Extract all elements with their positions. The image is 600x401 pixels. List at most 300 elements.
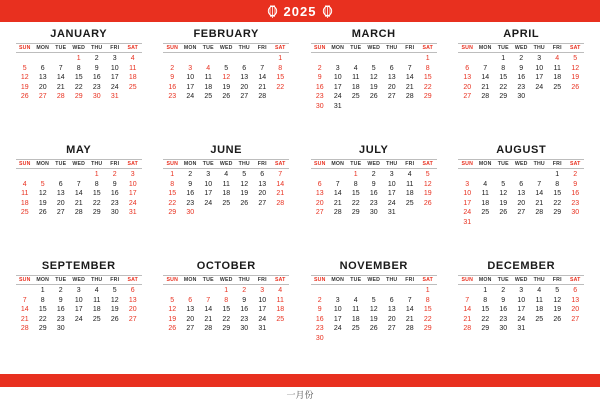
day-cell[interactable]: 26 — [20, 93, 29, 100]
day-cell[interactable]: 21 — [333, 199, 342, 207]
day-cell[interactable]: 11 — [406, 180, 414, 188]
day-cell[interactable]: 7 — [335, 180, 340, 188]
day-cell[interactable]: 25 — [222, 199, 231, 207]
day-cell[interactable]: 26 — [38, 209, 47, 216]
day-cell[interactable]: 28 — [56, 93, 65, 100]
day-cell[interactable]: 14 — [258, 74, 267, 81]
day-cell[interactable]: 12 — [423, 180, 432, 188]
day-cell[interactable]: 16 — [571, 190, 580, 197]
day-cell[interactable]: 14 — [20, 306, 29, 313]
day-cell[interactable]: 7 — [483, 64, 488, 72]
day-cell[interactable]: 19 — [369, 83, 378, 91]
day-cell[interactable]: 24 — [204, 199, 213, 207]
day-cell[interactable]: 28 — [258, 93, 267, 100]
day-cell[interactable]: 10 — [186, 74, 195, 81]
day-cell[interactable]: 18 — [204, 83, 213, 91]
day-cell[interactable]: 20 — [38, 83, 47, 91]
day-cell[interactable]: 15 — [351, 190, 360, 197]
day-cell[interactable]: 30 — [499, 325, 508, 332]
day-cell[interactable]: 19 — [20, 83, 29, 91]
day-cell[interactable]: 10 — [463, 190, 472, 197]
day-cell[interactable]: 11 — [222, 180, 230, 188]
day-cell[interactable]: 27 — [128, 315, 137, 323]
day-cell[interactable]: 31 — [128, 209, 137, 216]
day-cell[interactable]: 5 — [371, 296, 376, 304]
day-cell[interactable]: 15 — [423, 306, 432, 313]
day-cell[interactable]: 3 — [465, 180, 470, 188]
day-cell[interactable]: 13 — [571, 296, 580, 304]
day-cell[interactable]: 12 — [110, 296, 119, 304]
day-cell[interactable]: 7 — [76, 180, 81, 188]
day-cell[interactable]: 28 — [535, 209, 544, 216]
day-cell[interactable]: 13 — [517, 190, 526, 197]
day-cell[interactable]: 29 — [351, 209, 360, 216]
day-cell[interactable]: 3 — [130, 171, 135, 178]
day-cell[interactable]: 31 — [258, 325, 267, 332]
day-cell[interactable]: 1 — [76, 55, 81, 62]
day-cell[interactable]: 14 — [405, 306, 414, 313]
day-cell[interactable]: 5 — [242, 171, 247, 178]
day-cell[interactable]: 18 — [405, 190, 414, 197]
day-cell[interactable]: 17 — [258, 306, 267, 313]
day-cell[interactable]: 23 — [571, 199, 580, 207]
day-cell[interactable]: 5 — [555, 287, 560, 294]
day-cell[interactable]: 15 — [74, 74, 83, 81]
day-cell[interactable]: 8 — [94, 180, 99, 188]
day-cell[interactable]: 15 — [38, 306, 47, 313]
day-cell[interactable]: 17 — [74, 306, 83, 313]
day-cell[interactable]: 24 — [535, 83, 544, 91]
day-cell[interactable]: 14 — [481, 74, 490, 81]
day-cell[interactable]: 16 — [315, 83, 324, 91]
day-cell[interactable]: 6 — [40, 64, 45, 72]
day-cell[interactable]: 15 — [553, 190, 562, 197]
day-cell[interactable]: 10 — [110, 64, 119, 72]
day-cell[interactable]: 3 — [76, 287, 81, 294]
day-cell[interactable]: 2 — [371, 171, 376, 178]
day-cell[interactable]: 24 — [333, 325, 342, 332]
day-cell[interactable]: 29 — [553, 209, 562, 216]
day-cell[interactable]: 21 — [74, 199, 83, 207]
day-cell[interactable]: 9 — [317, 74, 322, 81]
day-cell[interactable]: 22 — [92, 199, 101, 207]
day-cell[interactable]: 6 — [58, 180, 63, 188]
day-cell[interactable]: 29 — [423, 325, 432, 332]
day-cell[interactable]: 13 — [240, 74, 249, 81]
day-cell[interactable]: 18 — [222, 190, 231, 197]
day-cell[interactable]: 23 — [186, 199, 195, 207]
day-cell[interactable]: 22 — [553, 199, 562, 207]
day-cell[interactable]: 27 — [571, 315, 580, 323]
day-cell[interactable]: 3 — [335, 64, 340, 72]
day-cell[interactable]: 29 — [38, 325, 47, 332]
day-cell[interactable]: 6 — [389, 296, 394, 304]
day-cell[interactable]: 22 — [481, 315, 490, 323]
day-cell[interactable]: 1 — [40, 287, 45, 294]
day-cell[interactable]: 15 — [92, 190, 101, 197]
day-cell[interactable]: 27 — [463, 93, 472, 100]
day-cell[interactable]: 28 — [204, 325, 213, 332]
day-cell[interactable]: 20 — [128, 306, 137, 313]
day-cell[interactable]: 14 — [74, 190, 83, 197]
day-cell[interactable]: 26 — [499, 209, 508, 216]
day-cell[interactable]: 28 — [333, 209, 342, 216]
day-cell[interactable]: 24 — [333, 93, 342, 100]
day-cell[interactable]: 28 — [405, 325, 414, 332]
day-cell[interactable]: 16 — [168, 83, 177, 91]
day-cell[interactable]: 6 — [317, 180, 322, 188]
day-cell[interactable]: 21 — [276, 190, 285, 197]
day-cell[interactable]: 16 — [56, 306, 65, 313]
day-cell[interactable]: 2 — [170, 64, 175, 72]
day-cell[interactable]: 23 — [92, 83, 101, 91]
day-cell[interactable]: 1 — [278, 55, 283, 62]
day-cell[interactable]: 15 — [423, 74, 432, 81]
day-cell[interactable]: 18 — [92, 306, 101, 313]
day-cell[interactable]: 4 — [407, 171, 412, 178]
day-cell[interactable]: 24 — [186, 93, 195, 100]
day-cell[interactable]: 15 — [499, 74, 508, 81]
day-cell[interactable]: 17 — [517, 306, 526, 313]
day-cell[interactable]: 12 — [222, 74, 231, 81]
day-cell[interactable]: 23 — [240, 315, 249, 323]
day-cell[interactable]: 15 — [276, 74, 285, 81]
day-cell[interactable]: 9 — [58, 296, 63, 304]
day-cell[interactable]: 9 — [170, 74, 175, 81]
day-cell[interactable]: 22 — [276, 83, 285, 91]
day-cell[interactable]: 25 — [535, 315, 544, 323]
day-cell[interactable]: 20 — [463, 83, 472, 91]
day-cell[interactable]: 25 — [351, 93, 360, 100]
day-cell[interactable]: 21 — [463, 315, 472, 323]
day-cell[interactable]: 19 — [222, 83, 231, 91]
day-cell[interactable]: 6 — [519, 180, 524, 188]
day-cell[interactable]: 22 — [168, 199, 177, 207]
day-cell[interactable]: 28 — [74, 209, 83, 216]
day-cell[interactable]: 4 — [483, 180, 488, 188]
day-cell[interactable]: 30 — [517, 93, 526, 100]
day-cell[interactable]: 27 — [517, 209, 526, 216]
day-cell[interactable]: 8 — [40, 296, 45, 304]
day-cell[interactable]: 5 — [371, 64, 376, 72]
day-cell[interactable]: 10 — [387, 180, 396, 188]
day-cell[interactable]: 24 — [387, 199, 396, 207]
day-cell[interactable]: 29 — [481, 325, 490, 332]
day-cell[interactable]: 13 — [387, 74, 396, 81]
day-cell[interactable]: 3 — [206, 171, 211, 178]
day-cell[interactable]: 18 — [20, 199, 29, 207]
day-cell[interactable]: 15 — [168, 190, 177, 197]
day-cell[interactable]: 16 — [369, 190, 378, 197]
day-cell[interactable]: 23 — [315, 93, 324, 100]
day-cell[interactable]: 16 — [240, 306, 249, 313]
day-cell[interactable]: 10 — [333, 306, 342, 313]
day-cell[interactable]: 1 — [170, 171, 175, 178]
day-cell[interactable]: 10 — [333, 74, 342, 81]
day-cell[interactable]: 10 — [258, 296, 267, 304]
day-cell[interactable]: 1 — [224, 287, 229, 294]
day-cell[interactable]: 30 — [571, 209, 580, 216]
day-cell[interactable]: 27 — [315, 209, 324, 216]
day-cell[interactable]: 20 — [186, 315, 195, 323]
day-cell[interactable]: 17 — [110, 74, 119, 81]
day-cell[interactable]: 4 — [537, 287, 542, 294]
day-cell[interactable]: 9 — [242, 296, 247, 304]
day-cell[interactable]: 19 — [499, 199, 508, 207]
day-cell[interactable]: 3 — [537, 55, 542, 62]
day-cell[interactable]: 22 — [74, 83, 83, 91]
day-cell[interactable]: 8 — [483, 296, 488, 304]
day-cell[interactable]: 5 — [112, 287, 117, 294]
day-cell[interactable]: 24 — [74, 315, 83, 323]
day-cell[interactable]: 27 — [258, 199, 267, 207]
day-cell[interactable]: 8 — [76, 64, 81, 72]
day-cell[interactable]: 7 — [278, 171, 283, 178]
day-cell[interactable]: 2 — [317, 64, 322, 72]
day-cell[interactable]: 11 — [553, 64, 561, 72]
day-cell[interactable]: 12 — [553, 296, 562, 304]
day-cell[interactable]: 22 — [423, 315, 432, 323]
day-cell[interactable]: 24 — [110, 83, 119, 91]
day-cell[interactable]: 30 — [186, 209, 195, 216]
day-cell[interactable]: 13 — [128, 296, 137, 304]
day-cell[interactable]: 21 — [535, 199, 544, 207]
day-cell[interactable]: 12 — [499, 190, 508, 197]
day-cell[interactable]: 25 — [351, 325, 360, 332]
day-cell[interactable]: 20 — [315, 199, 324, 207]
day-cell[interactable]: 22 — [222, 315, 231, 323]
day-cell[interactable]: 3 — [260, 287, 265, 294]
day-cell[interactable]: 23 — [369, 199, 378, 207]
day-cell[interactable]: 2 — [112, 171, 117, 178]
day-cell[interactable]: 19 — [571, 74, 580, 81]
day-cell[interactable]: 25 — [553, 83, 562, 91]
day-cell[interactable]: 29 — [222, 325, 231, 332]
day-cell[interactable]: 14 — [535, 190, 544, 197]
day-cell[interactable]: 19 — [38, 199, 47, 207]
day-cell[interactable]: 24 — [517, 315, 526, 323]
day-cell[interactable]: 12 — [369, 74, 378, 81]
day-cell[interactable]: 26 — [369, 93, 378, 100]
day-cell[interactable]: 21 — [20, 315, 29, 323]
day-cell[interactable]: 5 — [425, 171, 430, 178]
day-cell[interactable]: 2 — [188, 171, 193, 178]
day-cell[interactable]: 23 — [168, 93, 177, 100]
day-cell[interactable]: 7 — [22, 296, 27, 304]
day-cell[interactable]: 26 — [168, 325, 177, 332]
day-cell[interactable]: 28 — [463, 325, 472, 332]
day-cell[interactable]: 7 — [537, 180, 542, 188]
day-cell[interactable]: 17 — [186, 83, 195, 91]
day-cell[interactable]: 7 — [465, 296, 470, 304]
day-cell[interactable]: 13 — [315, 190, 324, 197]
day-cell[interactable]: 8 — [555, 180, 560, 188]
day-cell[interactable]: 16 — [315, 315, 324, 323]
day-cell[interactable]: 12 — [571, 64, 580, 72]
day-cell[interactable]: 9 — [501, 296, 506, 304]
day-cell[interactable]: 14 — [333, 190, 342, 197]
day-cell[interactable]: 17 — [387, 190, 396, 197]
day-cell[interactable]: 18 — [351, 83, 360, 91]
day-cell[interactable]: 29 — [499, 93, 508, 100]
day-cell[interactable]: 9 — [371, 180, 376, 188]
day-cell[interactable]: 13 — [56, 190, 65, 197]
day-cell[interactable]: 8 — [224, 296, 229, 304]
day-cell[interactable]: 17 — [463, 199, 472, 207]
day-cell[interactable]: 12 — [38, 190, 47, 197]
day-cell[interactable]: 31 — [110, 93, 119, 100]
day-cell[interactable]: 25 — [276, 315, 285, 323]
day-cell[interactable]: 4 — [278, 287, 283, 294]
day-cell[interactable]: 26 — [571, 83, 580, 91]
day-cell[interactable]: 21 — [56, 83, 65, 91]
day-cell[interactable]: 26 — [423, 199, 432, 207]
day-cell[interactable]: 1 — [94, 171, 99, 178]
day-cell[interactable]: 16 — [499, 306, 508, 313]
day-cell[interactable]: 13 — [387, 306, 396, 313]
day-cell[interactable]: 9 — [112, 180, 117, 188]
day-cell[interactable]: 3 — [188, 64, 193, 72]
day-cell[interactable]: 6 — [465, 64, 470, 72]
day-cell[interactable]: 31 — [333, 102, 342, 110]
day-cell[interactable]: 27 — [56, 209, 65, 216]
day-cell[interactable]: 2 — [501, 287, 506, 294]
day-cell[interactable]: 19 — [168, 315, 177, 323]
day-cell[interactable]: 18 — [128, 74, 137, 81]
day-cell[interactable]: 6 — [188, 296, 193, 304]
day-cell[interactable]: 20 — [258, 190, 267, 197]
day-cell[interactable]: 3 — [112, 55, 117, 62]
day-cell[interactable]: 21 — [204, 315, 213, 323]
day-cell[interactable]: 6 — [242, 64, 247, 72]
day-cell[interactable]: 10 — [517, 296, 526, 304]
day-cell[interactable]: 9 — [519, 64, 524, 72]
day-cell[interactable]: 13 — [186, 306, 195, 313]
day-cell[interactable]: 27 — [387, 325, 396, 332]
day-cell[interactable]: 16 — [186, 190, 195, 197]
day-cell[interactable]: 1 — [483, 287, 488, 294]
day-cell[interactable]: 23 — [110, 199, 119, 207]
day-cell[interactable]: 1 — [555, 171, 560, 178]
day-cell[interactable]: 22 — [499, 83, 508, 91]
day-cell[interactable]: 16 — [517, 74, 526, 81]
day-cell[interactable]: 21 — [405, 83, 414, 91]
day-cell[interactable]: 11 — [481, 190, 489, 197]
day-cell[interactable]: 15 — [222, 306, 231, 313]
day-cell[interactable]: 23 — [517, 83, 526, 91]
day-cell[interactable]: 5 — [224, 64, 229, 72]
day-cell[interactable]: 16 — [92, 74, 101, 81]
day-cell[interactable]: 29 — [423, 93, 432, 100]
day-cell[interactable]: 4 — [22, 180, 27, 188]
day-cell[interactable]: 3 — [389, 171, 394, 178]
day-cell[interactable]: 31 — [387, 209, 396, 216]
day-cell[interactable]: 15 — [481, 306, 490, 313]
day-cell[interactable]: 31 — [463, 218, 472, 226]
day-cell[interactable]: 2 — [317, 296, 322, 304]
day-cell[interactable]: 4 — [206, 64, 211, 72]
day-cell[interactable]: 8 — [353, 180, 358, 188]
day-cell[interactable]: 11 — [129, 64, 137, 72]
day-cell[interactable]: 7 — [260, 64, 265, 72]
day-cell[interactable]: 5 — [573, 55, 578, 62]
day-cell[interactable]: 10 — [74, 296, 83, 304]
day-cell[interactable]: 2 — [242, 287, 247, 294]
day-cell[interactable]: 5 — [40, 180, 45, 188]
day-cell[interactable]: 14 — [276, 180, 285, 188]
day-cell[interactable]: 13 — [258, 180, 267, 188]
day-cell[interactable]: 7 — [407, 64, 412, 72]
day-cell[interactable]: 4 — [353, 64, 358, 72]
day-cell[interactable]: 21 — [258, 83, 267, 91]
day-cell[interactable]: 25 — [128, 83, 137, 91]
day-cell[interactable]: 2 — [58, 287, 63, 294]
day-cell[interactable]: 3 — [335, 296, 340, 304]
day-cell[interactable]: 8 — [425, 64, 430, 72]
day-cell[interactable]: 27 — [186, 325, 195, 332]
day-cell[interactable]: 7 — [58, 64, 63, 72]
day-cell[interactable]: 16 — [110, 190, 119, 197]
day-cell[interactable]: 26 — [240, 199, 249, 207]
day-cell[interactable]: 19 — [110, 306, 119, 313]
day-cell[interactable]: 17 — [204, 190, 213, 197]
day-cell[interactable]: 29 — [74, 93, 83, 100]
day-cell[interactable]: 4 — [555, 55, 560, 62]
day-cell[interactable]: 25 — [92, 315, 101, 323]
day-cell[interactable]: 19 — [423, 190, 432, 197]
day-cell[interactable]: 18 — [535, 306, 544, 313]
day-cell[interactable]: 26 — [369, 325, 378, 332]
day-cell[interactable]: 11 — [276, 296, 284, 304]
day-cell[interactable]: 19 — [553, 306, 562, 313]
day-cell[interactable]: 9 — [188, 180, 193, 188]
day-cell[interactable]: 20 — [387, 315, 396, 323]
day-cell[interactable]: 8 — [278, 64, 283, 72]
day-cell[interactable]: 12 — [20, 74, 29, 81]
day-cell[interactable]: 30 — [315, 102, 324, 110]
day-cell[interactable]: 25 — [481, 209, 490, 216]
day-cell[interactable]: 18 — [351, 315, 360, 323]
day-cell[interactable]: 4 — [94, 287, 99, 294]
day-cell[interactable]: 30 — [315, 334, 324, 342]
day-cell[interactable]: 5 — [22, 64, 27, 72]
day-cell[interactable]: 2 — [94, 55, 99, 62]
day-cell[interactable]: 1 — [425, 287, 430, 294]
day-cell[interactable]: 14 — [463, 306, 472, 313]
day-cell[interactable]: 13 — [463, 74, 472, 81]
day-cell[interactable]: 23 — [499, 315, 508, 323]
day-cell[interactable]: 11 — [352, 74, 360, 81]
day-cell[interactable]: 30 — [92, 93, 101, 100]
day-cell[interactable]: 27 — [240, 93, 249, 100]
day-cell[interactable]: 8 — [501, 64, 506, 72]
day-cell[interactable]: 26 — [110, 315, 119, 323]
day-cell[interactable]: 26 — [222, 93, 231, 100]
day-cell[interactable]: 13 — [38, 74, 47, 81]
day-cell[interactable]: 11 — [352, 306, 360, 313]
day-cell[interactable]: 17 — [333, 83, 342, 91]
day-cell[interactable]: 19 — [369, 315, 378, 323]
day-cell[interactable]: 8 — [425, 296, 430, 304]
day-cell[interactable]: 1 — [501, 55, 506, 62]
day-cell[interactable]: 10 — [128, 180, 137, 188]
day-cell[interactable]: 20 — [240, 83, 249, 91]
day-cell[interactable]: 9 — [573, 180, 578, 188]
day-cell[interactable]: 23 — [315, 325, 324, 332]
day-cell[interactable]: 12 — [240, 180, 249, 188]
day-cell[interactable]: 11 — [93, 296, 101, 304]
day-cell[interactable]: 25 — [20, 209, 29, 216]
